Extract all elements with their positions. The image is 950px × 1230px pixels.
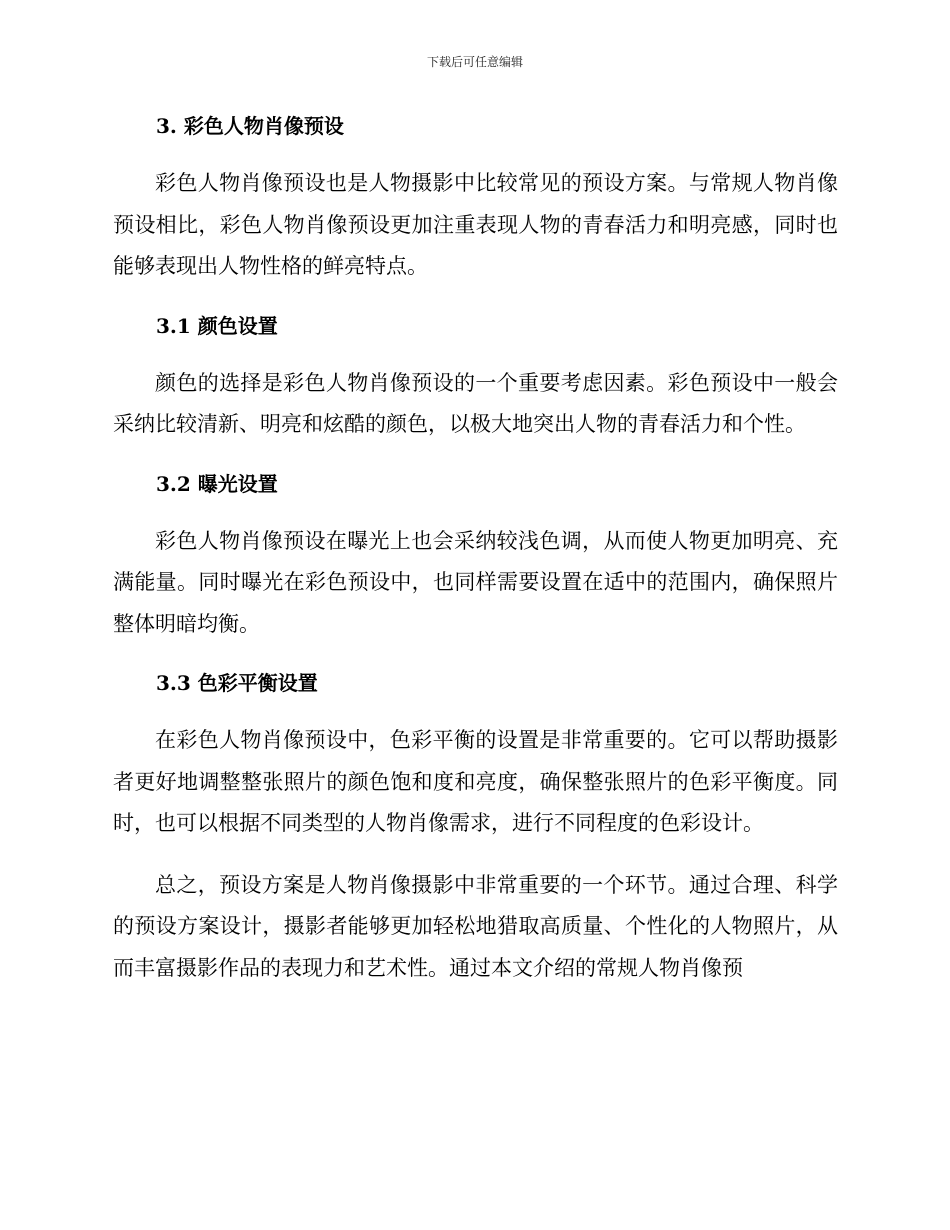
section-paragraph: 彩色人物肖像预设也是人物摄影中比较常见的预设方案。与常规人物肖像预设相比，彩色人物肖像预设更加注重表现人物的青春活力和明亮感，同时也能够表现出人物性格的鲜亮特点。 <box>113 171 838 278</box>
section-heading: 3.2 曝光设置 <box>156 471 278 496</box>
section-paragraph: 颜色的选择是彩色人物肖像预设的一个重要考虑因素。彩色预设中一般会采纳比较清新、明亮和炫酷的颜色，以极大地突出人物的青春活力和个性。 <box>113 370 838 436</box>
section-heading: 3.1 颜色设置 <box>156 313 278 338</box>
page-header: 下载后可任意编辑 <box>426 55 523 69</box>
document-body <box>113 108 838 1009</box>
conclusion-paragraph: 总之，预设方案是人物肖像摄影中非常重要的一个环节。通过合理、科学的预设方案设计，摄影者能够更加轻松地猎取高质量、个性化的人物照片，从而丰富摄影作品的表现力和艺术性。通过本文介绍的常规人物肖像预 <box>113 872 838 980</box>
section-paragraph: 彩色人物肖像预设在曝光上也会采纳较浅色调，从而使人物更加明亮、充满能量。同时曝光在彩色预设中，也同样需要设置在适中的范围内，确保照片整体明暗均衡。 <box>113 528 838 636</box>
section-heading: 3. 彩色人物肖像预设 <box>156 114 344 138</box>
section-paragraph: 在彩色人物肖像预设中，色彩平衡的设置是非常重要的。它可以帮助摄影者更好地调整整张照片的颜色饱和度和亮度，确保整张照片的色彩平衡度。同时，也可以根据不同类型的人物肖像需求，进行不同程度的色彩设计。 <box>113 728 838 835</box>
section-heading: 3.3 色彩平衡设置 <box>156 671 318 695</box>
